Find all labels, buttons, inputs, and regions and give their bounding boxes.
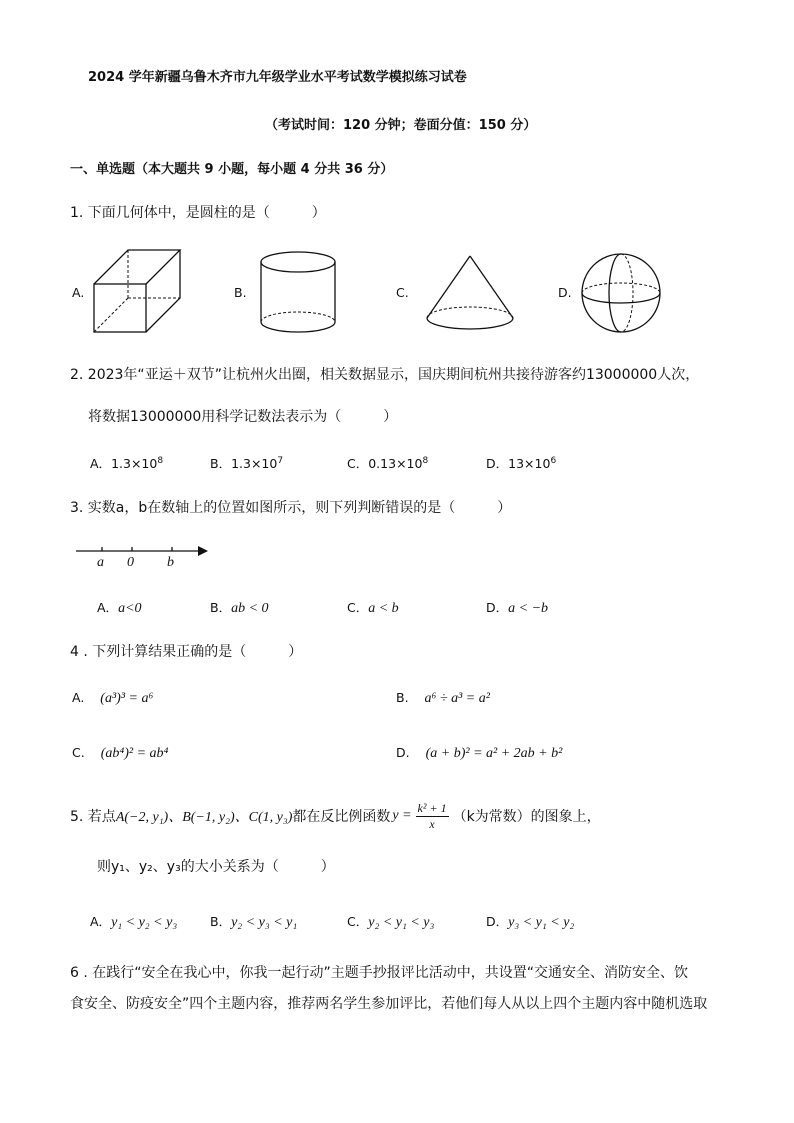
question-2-stem-line2: 将数据13000000用科学记数法表示为（ ） [88, 409, 398, 425]
question-6-stem-line1: 6 . 在践行“安全在我心中，你我一起行动”主题手抄报评比活动中，共设置“交通安全、消防安全、饮 [70, 965, 689, 981]
question-3-stem: 3. 实数a，b在数轴上的位置如图所示，则下列判断错误的是（ ） [70, 500, 512, 516]
q5-denominator: x [429, 817, 435, 831]
axis-label-zero: 0 [127, 555, 134, 570]
exam-info: （考试时间：120 分钟；卷面分值：150 分） [265, 118, 537, 133]
cylinder-figure [258, 250, 338, 336]
q2-option-c: C．$0.13\times 10^8$ [347, 455, 429, 471]
axis-label-b: b [167, 555, 174, 570]
q1-label-b: B. [234, 285, 247, 300]
page-title: 2024 学年新疆乌鲁木齐市九年级学业水平考试数学模拟练习试卷 [88, 70, 467, 85]
q5-fraction [416, 801, 449, 832]
q2-option-a: A．$1.3\times 10^8$ [90, 455, 164, 471]
cube-figure [92, 246, 182, 336]
sphere-figure [580, 252, 662, 334]
question-1-stem: 1. 下面几何体中，是圆柱的是（ ） [70, 205, 326, 221]
q5-option-c: C．y₂ < y₁ < y₃ [347, 914, 435, 930]
q5-option-b: B．y₂ < y₃ < y₁ [210, 914, 298, 930]
cone-figure [424, 254, 516, 338]
q1-label-c: C. [396, 285, 409, 300]
q2-option-b: B．$1.3\times 10^7$ [210, 455, 284, 471]
question-5-stem-line2: 则y₁、y₂、y₃的大小关系为（ ） [97, 859, 335, 875]
q3-option-c: C．a < b [347, 600, 399, 616]
q5-numerator: k² + 1 [417, 801, 447, 815]
axis-label-a: a [97, 555, 104, 570]
q2-option-d: D．$13\times 10^6$ [486, 455, 557, 471]
q3-option-d: D．a < −b [486, 600, 549, 616]
q5-points: A(−2, y₁)、B(−1, y₂)、C(1, y₃) [115, 809, 293, 825]
section-heading: 一、单选题（本大题共 9 小题，每小题 4 分共 36 分） [70, 162, 394, 177]
q4-option-d: D. (a + b)² = a² + 2ab + b² [396, 745, 563, 761]
question-5-stem: 5. 若点 A(−2, y₁)、B(−1, y₂)、C(1, y₃) 都在反比例函数 y = $\frac{\text{k² + 1}}{x}$ （k为常数）的图象上， [70, 801, 601, 831]
q5-option-d: D．y₃ < y₁ < y₂ [486, 914, 575, 930]
question-2-stem-line1: 2. 2023年“亚运＋双节”让杭州火出圈，相关数据显示，国庆期间杭州共接待游客约13000000人次， [70, 367, 700, 383]
q4-option-c: C. (ab⁴)² = ab⁴ [72, 745, 169, 761]
q4-option-a: A. (a³)³ = a⁶ [72, 690, 154, 706]
q1-label-a: A. [72, 285, 85, 300]
q3-option-a: A．a<0 [97, 600, 142, 616]
question-4-stem: 4 . 下列计算结果正确的是（ ） [70, 644, 303, 660]
q1-label-d: D. [558, 285, 572, 300]
q5-option-a: A．y₁ < y₂ < y₃ [90, 914, 178, 930]
q4-option-b: B. a⁶ ÷ a³ = a² [396, 690, 490, 706]
q3-option-b: B．ab < 0 [210, 600, 269, 616]
question-6-stem-line2: 食安全、防疫安全”四个主题内容，推荐两名学生参加评比，若他们每人从以上四个主题内容中随机选取 [70, 996, 708, 1012]
